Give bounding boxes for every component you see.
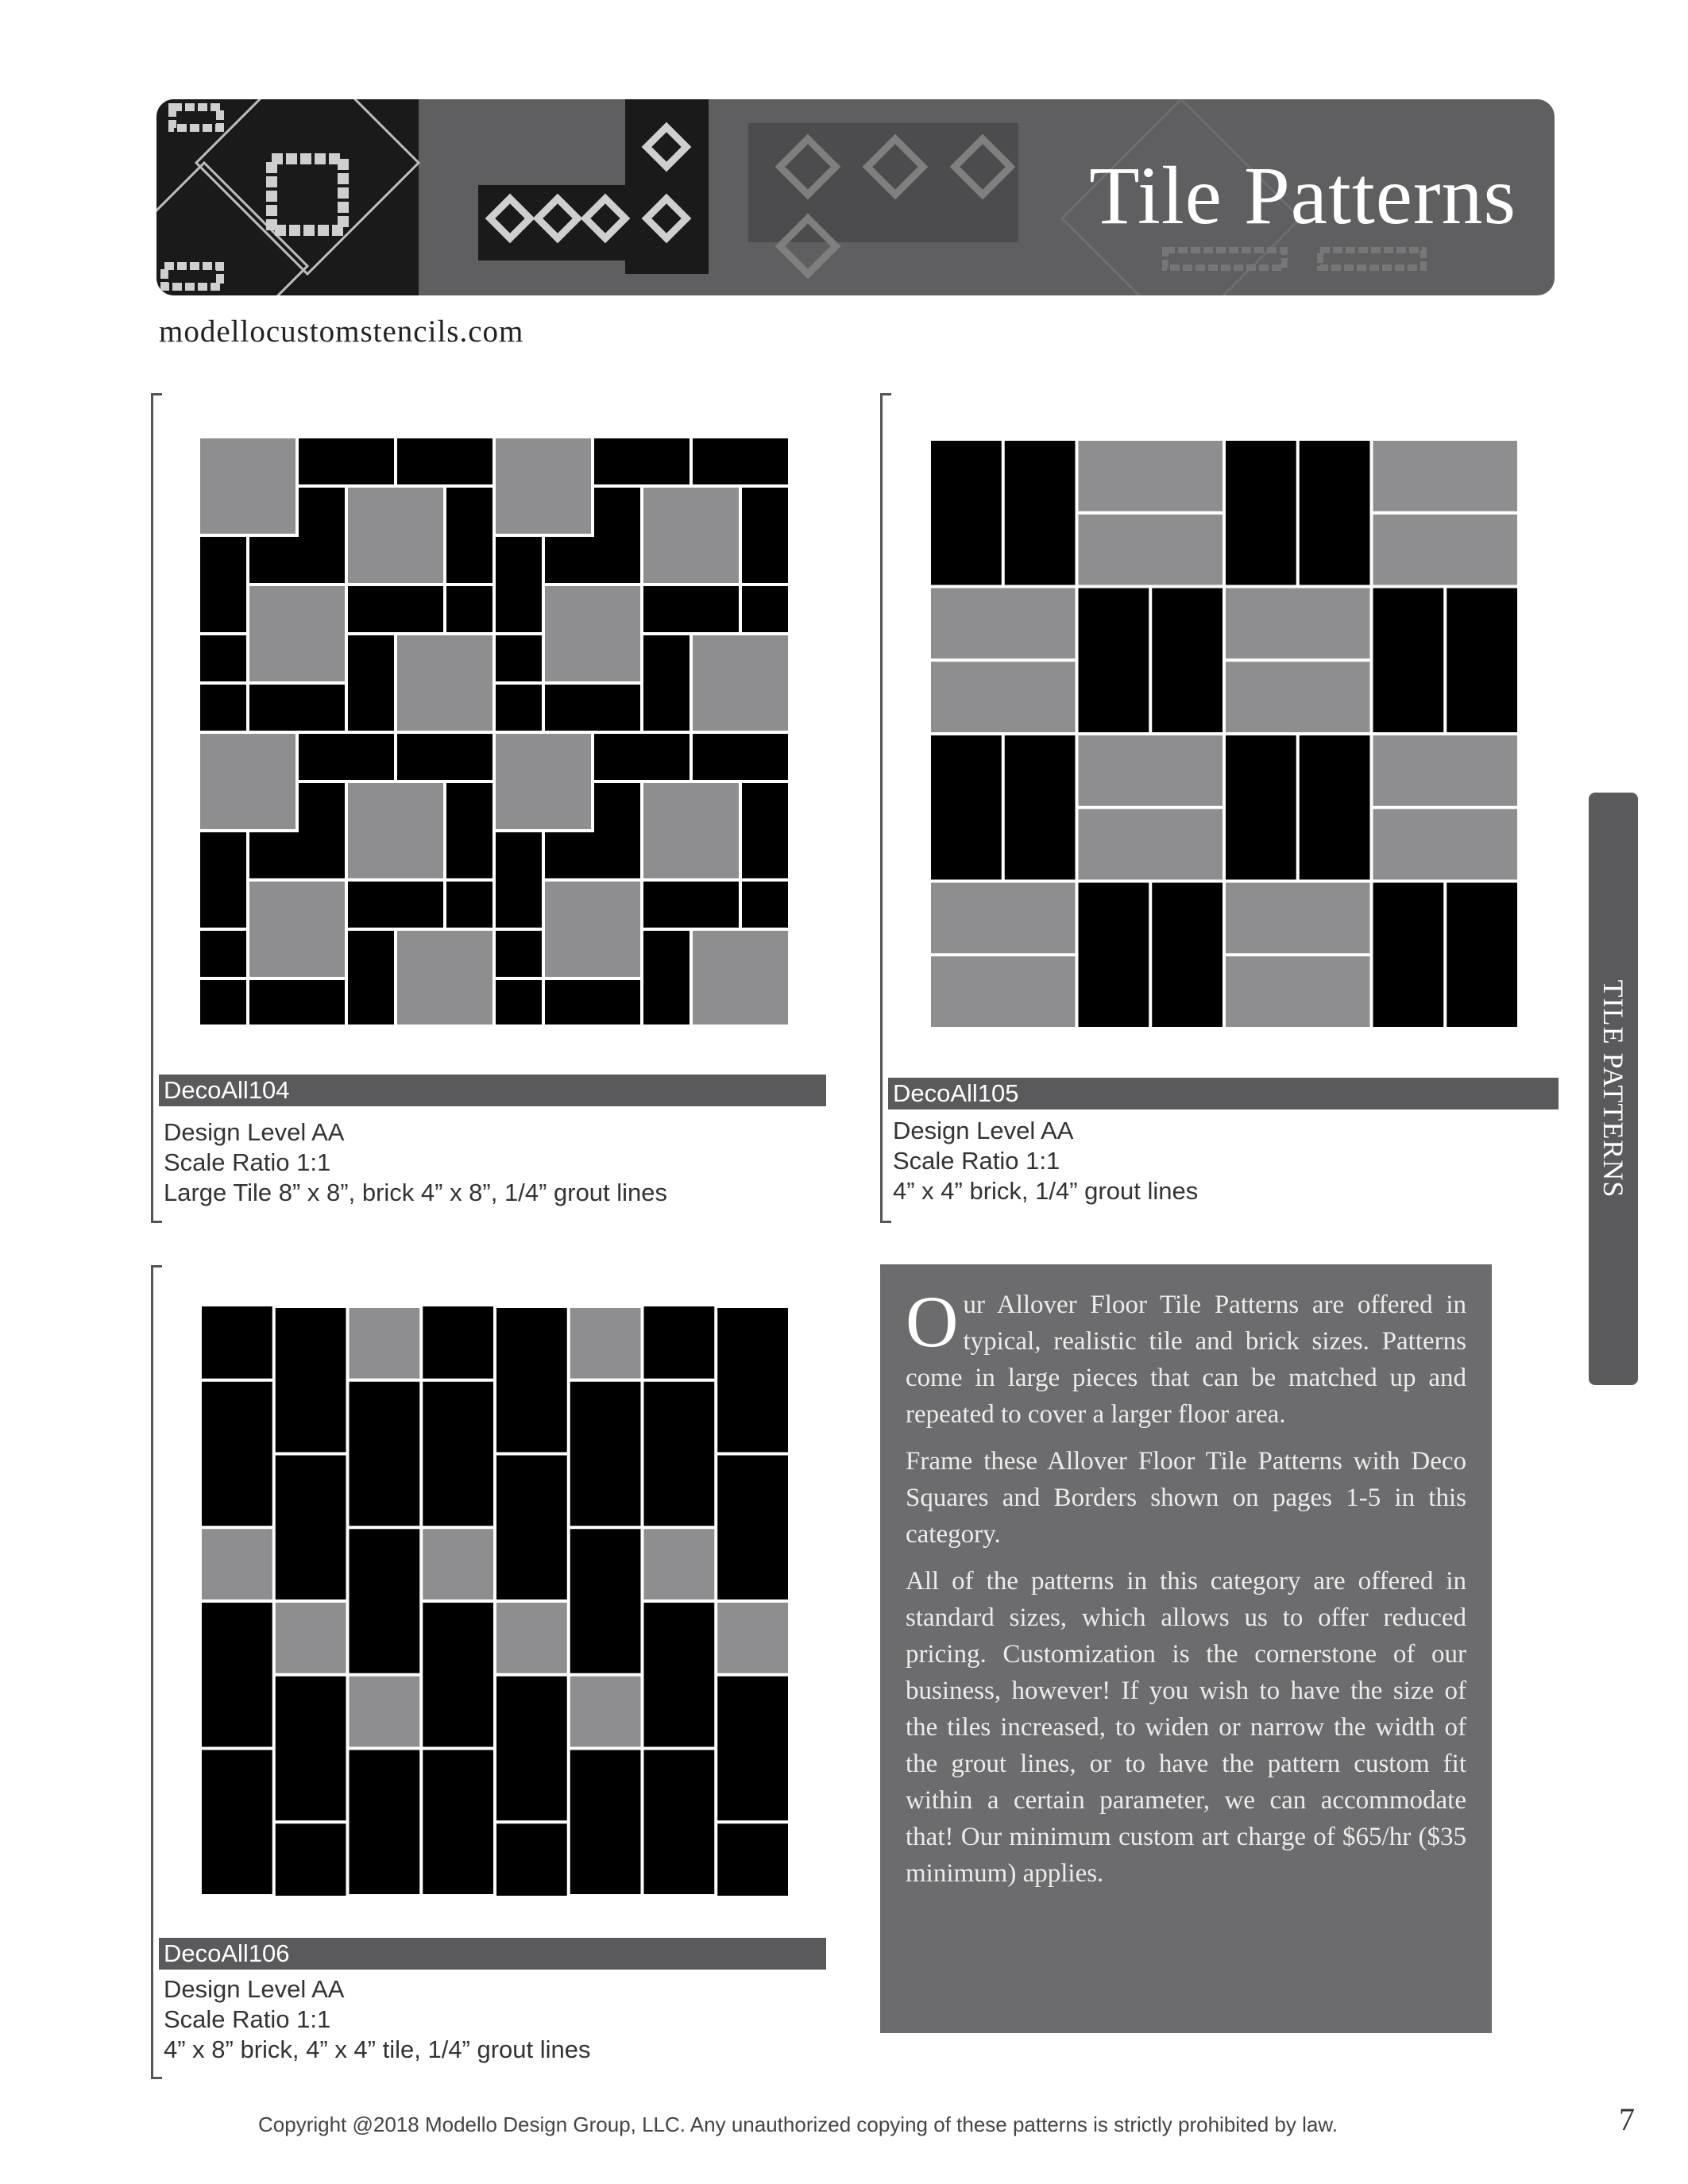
- tile-brick: [276, 1677, 346, 1821]
- tile-large: [200, 734, 295, 829]
- tile-brick-vertical: [1152, 588, 1223, 733]
- tile-brick: [348, 882, 443, 928]
- tile-brick-vertical: [1079, 588, 1149, 733]
- tile-square: [350, 1677, 420, 1747]
- tile-brick: [202, 1382, 272, 1526]
- tile-brick: [446, 783, 492, 878]
- tile-brick-vertical: [1005, 735, 1076, 880]
- tile-large: [200, 438, 295, 534]
- tile-large: [397, 635, 492, 731]
- tile-brick: [496, 980, 542, 1024]
- tile-brick-horizontal: [1373, 735, 1518, 806]
- tile-brick: [545, 832, 640, 878]
- tile-brick: [570, 1750, 641, 1895]
- tile-brick-horizontal: [1226, 956, 1370, 1027]
- tile-brick: [644, 1382, 715, 1526]
- tile-brick: [545, 685, 640, 731]
- tile-brick: [570, 1529, 641, 1673]
- tile-square: [496, 1603, 567, 1673]
- tile-brick-vertical: [1005, 441, 1076, 585]
- tile-brick: [717, 1308, 788, 1453]
- tile-brick: [423, 1306, 493, 1379]
- tile-brick: [200, 685, 246, 731]
- tile-brick: [643, 931, 689, 1024]
- tile-brick-horizontal: [931, 662, 1076, 732]
- pattern-code-label: DecoAll105: [888, 1078, 1559, 1109]
- tile-large: [249, 586, 345, 681]
- pattern-card-decoall106: [151, 1265, 832, 2079]
- tile-square: [644, 1529, 715, 1599]
- pattern-specs: [893, 1116, 1198, 1206]
- tile-brick: [594, 734, 689, 780]
- tile-large: [643, 488, 739, 583]
- page-title: Tile Patterns: [1089, 150, 1516, 241]
- info-paragraph-1: Our Allover Floor Tile Patterns are offered in typical, realistic tile and brick sizes. Patterns come in large pieces that can be matched up and repeated to cover a larger floor area.: [906, 1281, 1466, 1429]
- tile-brick: [717, 1456, 788, 1600]
- tile-brick-horizontal: [1079, 809, 1223, 880]
- banner-motif-left: [156, 99, 419, 295]
- pattern-preview-decoall104: [199, 437, 790, 1024]
- tile-brick: [299, 438, 394, 484]
- info-box: [880, 1264, 1492, 2033]
- tile-brick: [496, 1456, 567, 1600]
- tile-large: [643, 783, 739, 878]
- tile-large: [693, 635, 788, 731]
- tile-brick-vertical: [1447, 883, 1517, 1028]
- tile-brick-horizontal: [1079, 735, 1223, 806]
- tile-brick: [200, 980, 246, 1024]
- tile-square: [202, 1529, 272, 1599]
- tile-brick: [496, 1823, 567, 1896]
- pattern-specs: [164, 1974, 591, 2065]
- tile-brick-vertical: [1226, 441, 1296, 585]
- tile-brick-horizontal: [1373, 515, 1518, 585]
- tile-brick-vertical: [931, 441, 1002, 585]
- tile-square: [350, 1308, 420, 1379]
- tile-brick: [397, 734, 492, 780]
- tile-brick-horizontal: [931, 588, 1076, 659]
- tile-brick: [496, 931, 542, 977]
- tile-description: 4” x 8” brick, 4” x 4” tile, 1/4” grout lines: [164, 2035, 591, 2063]
- tile-brick: [545, 980, 640, 1024]
- tile-brick: [249, 537, 345, 583]
- pattern-preview-decoall106: [200, 1306, 790, 1896]
- tile-brick-vertical: [1373, 588, 1444, 733]
- tile-brick: [200, 832, 246, 928]
- tile-brick: [350, 1529, 420, 1673]
- tile-brick: [446, 586, 492, 632]
- tile-brick: [276, 1456, 346, 1600]
- tile-brick: [423, 1750, 493, 1895]
- tile-brick-horizontal: [1079, 515, 1223, 585]
- pattern-card-decoall105: [880, 393, 1563, 1223]
- tile-brick: [348, 635, 394, 731]
- tile-brick: [693, 734, 788, 780]
- tile-square: [276, 1603, 346, 1673]
- scale-ratio: Scale Ratio 1:1: [893, 1147, 1060, 1175]
- pattern-specs: [164, 1117, 667, 1208]
- tile-brick-horizontal: [931, 883, 1076, 954]
- tile-brick: [717, 1823, 788, 1896]
- tile-brick: [200, 635, 246, 681]
- side-tab-tile-patterns[interactable]: [1589, 793, 1638, 1385]
- design-level: Design Level AA: [893, 1117, 1074, 1144]
- tile-brick: [202, 1750, 272, 1895]
- scale-ratio: Scale Ratio 1:1: [164, 1148, 331, 1176]
- tile-brick: [496, 685, 542, 731]
- tile-brick: [742, 586, 788, 632]
- tile-square: [717, 1603, 788, 1673]
- tile-brick: [643, 882, 739, 928]
- tile-brick: [299, 734, 394, 780]
- tile-brick: [496, 1677, 567, 1821]
- tile-large: [348, 783, 443, 878]
- page-number: 7: [1619, 2101, 1635, 2137]
- info-paragraph-3: All of the patterns in this category are offered in standard sizes, which allows us to offer reduced pricing. Customization is the cornerstone of our business, however! If you wish to have the size of the tiles increased, to widen or narrow the width of the grout lines, or to have the pattern custom fit within a certain parameter, we can accommodate that! Our minimum custom art charge of $65/hr ($35 minimum) applies.: [906, 1567, 1466, 1888]
- tile-large: [693, 931, 788, 1024]
- info-paragraph-2: Frame these Allover Floor Tile Patterns with Deco Squares and Borders shown on pages 1-5 in this category.: [906, 1447, 1466, 1549]
- tile-brick: [348, 586, 443, 632]
- tile-brick: [742, 488, 788, 583]
- pattern-card-decoall104: [151, 393, 832, 1223]
- tile-brick: [200, 931, 246, 977]
- scale-ratio: Scale Ratio 1:1: [164, 2005, 331, 2033]
- tile-large: [496, 734, 591, 829]
- tile-brick: [570, 1382, 641, 1526]
- tile-brick: [423, 1603, 493, 1747]
- tile-square: [570, 1308, 641, 1379]
- tile-brick: [249, 685, 345, 731]
- tile-brick: [545, 537, 640, 583]
- tile-brick: [350, 1750, 420, 1895]
- tile-brick: [202, 1306, 272, 1379]
- tile-brick-vertical: [1447, 588, 1517, 733]
- tile-brick: [446, 882, 492, 928]
- tile-brick: [202, 1603, 272, 1747]
- tile-brick: [496, 635, 542, 681]
- header-banner: [156, 99, 1555, 295]
- tile-brick: [348, 931, 394, 1024]
- tile-brick: [200, 537, 246, 632]
- tile-large: [348, 488, 443, 583]
- tile-brick-vertical: [1152, 883, 1223, 1028]
- pattern-code-label: DecoAll106: [159, 1938, 826, 1970]
- tile-brick: [249, 832, 345, 878]
- tile-brick: [643, 586, 739, 632]
- tile-description: 4” x 4” brick, 1/4” grout lines: [893, 1177, 1199, 1205]
- tile-brick: [276, 1308, 346, 1453]
- tile-brick: [423, 1382, 493, 1526]
- tile-brick: [249, 980, 345, 1024]
- tile-large: [545, 882, 640, 977]
- tile-square: [570, 1677, 641, 1747]
- tile-brick-horizontal: [1226, 883, 1370, 954]
- tile-brick: [643, 635, 689, 731]
- drop-cap: O: [906, 1281, 959, 1362]
- tile-brick-horizontal: [1373, 441, 1518, 511]
- tile-description: Large Tile 8” x 8”, brick 4” x 8”, 1/4” grout lines: [164, 1179, 668, 1206]
- tile-brick: [496, 1308, 567, 1453]
- tile-brick: [496, 537, 542, 632]
- side-tab-label: TILE PATTERNS: [1597, 979, 1629, 1198]
- banner-motif-middle: [478, 99, 709, 274]
- tile-brick-horizontal: [1226, 662, 1370, 732]
- tile-brick: [742, 783, 788, 878]
- tile-brick: [693, 438, 788, 484]
- design-level: Design Level AA: [164, 1118, 345, 1146]
- tile-brick: [397, 438, 492, 484]
- tile-brick-horizontal: [1226, 588, 1370, 659]
- tile-brick: [742, 882, 788, 928]
- tile-brick: [350, 1382, 420, 1526]
- tile-brick-vertical: [1079, 883, 1149, 1028]
- tile-large: [496, 438, 591, 534]
- tile-large: [545, 586, 640, 681]
- tile-brick-vertical: [1300, 441, 1370, 585]
- tile-large: [397, 931, 492, 1024]
- tile-brick-vertical: [1373, 883, 1444, 1028]
- tile-brick: [717, 1677, 788, 1821]
- tile-brick: [644, 1750, 715, 1895]
- tile-brick: [644, 1306, 715, 1379]
- pattern-code-label: DecoAll104: [159, 1075, 826, 1106]
- tile-large: [249, 882, 345, 977]
- design-level: Design Level AA: [164, 1975, 345, 2003]
- tile-brick-vertical: [1226, 735, 1296, 880]
- tile-brick-vertical: [1300, 735, 1370, 880]
- tile-brick-vertical: [931, 735, 1002, 880]
- tile-square: [423, 1529, 493, 1599]
- tile-brick-horizontal: [931, 956, 1076, 1027]
- tile-brick: [276, 1823, 346, 1896]
- tile-brick: [644, 1603, 715, 1747]
- tile-brick: [496, 832, 542, 928]
- footer-copyright: Copyright @2018 Modello Design Group, LLC. Any unauthorized copying of these patterns is strictly prohibited by law.: [258, 2113, 1338, 2136]
- tile-brick-horizontal: [1079, 441, 1223, 511]
- website-url[interactable]: modellocustomstencils.com: [159, 314, 524, 349]
- tile-brick: [446, 488, 492, 583]
- tile-brick: [594, 438, 689, 484]
- pattern-preview-decoall105: [929, 439, 1519, 1027]
- tile-brick-horizontal: [1373, 809, 1518, 880]
